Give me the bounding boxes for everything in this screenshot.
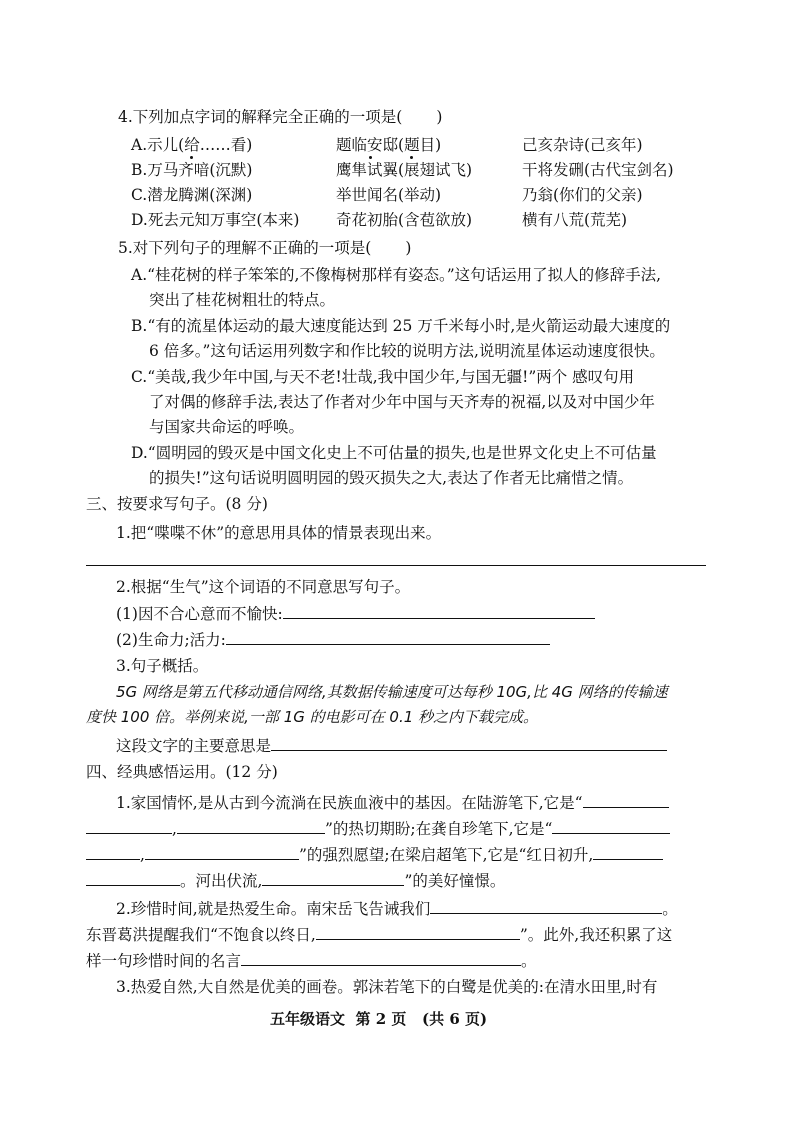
footer-page-number: 第 2 页 [355,1010,407,1028]
q5-stem: 5.对下列句子的理解不正确的一项是( ) [118,239,412,257]
s3-q3-prompt: 3.句子概括。 [116,657,209,675]
q4-option-a-col3: 己亥杂诗(己亥年) [522,136,643,154]
s4-p1-line3: , ”的强烈愿望;在梁启超笔下,它是“红日初升, [86,844,663,865]
s4-p1-blank-1a[interactable] [583,792,669,808]
q4-option-c-col2: 举世闻名(举动) [336,186,442,204]
q4-option-a-col1: A.示儿(给……看) [131,136,253,154]
q5-option-c-line1: C.“美哉,我少年中国,与天不老!壮哉,我中国少年,与国无疆!”两个 感叹句用 [131,368,635,386]
q4-option-c-col3: 乃翁(你们的父亲) [522,186,643,204]
page-footer [270,1009,487,1029]
q4-option-c-col1: C.潜龙腾渊(深渊) [131,186,253,204]
q4-option-b-col3: 干将发硎(古代宝剑名) [522,161,674,179]
section-3-title: 三、按要求写句子。(8 分) [86,495,268,513]
s4-p1-line2: , ”的热切期盼;在龚自珍笔下,它是“ [86,818,670,839]
s4-p2-line3: 样一句珍惜时间的名言 。 [86,952,537,970]
s4-p1-blank-2[interactable] [177,818,325,834]
footer-total-pages: (共 6 页) [422,1010,488,1028]
q5-option-a-line1: A.“桂花树的样子笨笨的,不像梅树那样有姿态。”这句话运用了拟人的修辞手法, [131,266,662,284]
s4-p2-blank-2[interactable] [316,924,520,940]
s3-q2b-row: (2)生命力;活力: [116,629,550,650]
q4-option-b-col2: 鹰隼试翼(展翅试飞) [336,161,473,179]
s3-q3-passage-line2: 度快 100 倍。举例来说,一部 1G 的电影可在 0.1 秒之内下载完成。 [86,708,539,726]
s3-q2a-row: (1)因不合心意而不愉快: [116,603,595,624]
s3-q2b-answer-line[interactable] [226,629,550,645]
s3-q3-passage-line1: 5G 网络是第五代移动通信网络,其数据传输速度可达每秒 10G,比 4G 网络的传输速 [116,683,668,701]
q4-option-d-col2: 奇花初胎(含苞欲放) [336,211,473,229]
s4-p2-blank-3[interactable] [241,950,521,966]
q5-option-d-line2: 的损失!”这句话说明圆明园的毁灭损失之大,表达了作者无比痛惜之情。 [149,469,634,487]
s4-p1-blank-4[interactable] [145,844,299,860]
s4-p1-blank-5a[interactable] [593,844,663,860]
s3-q2-prompt: 2.根据“生气”这个词语的不同意思写句子。 [116,578,411,596]
q5-option-b-line2: 6 倍多。”这句话运用列数字和作比较的说明方法,说明流星体运动速度很快。 [149,342,665,360]
s4-p1-line4: 。河出伏流, ”的美好憧憬。 [86,870,505,891]
s3-q2a-answer-line[interactable] [283,603,595,619]
s4-p1-blank-6[interactable] [262,870,404,886]
q4-option-a-col2: 题临安邸(题目) [336,136,442,154]
q4-stem: 4.下列加点字词的解释完全正确的一项是( ) [118,108,443,126]
q5-option-c-line2: 了对偶的修辞手法,表达了作者对少年中国与天齐寿的祝福,以及对中国少年 [149,393,655,411]
s3-q3a-row: 这段文字的主要意思是 [116,735,667,756]
q4-option-d-col1: D.死去元知万事空(本来) [131,211,300,229]
s4-p2-blank-1[interactable] [430,898,662,914]
q4-option-d-col3: 横有八荒(荒芜) [522,211,628,229]
q4-option-b-col1: B.万马齐喑(沉默) [131,161,253,179]
s3-q1-prompt: 1.把“喋喋不休”的意思用具体的情景表现出来。 [116,524,442,542]
s4-p1-blank-5b[interactable] [86,870,180,886]
q5-option-d-line1: D.“圆明园的毁灭是中国文化史上不可估量的损失,也是世界文化史上不可估量 [131,444,657,462]
s3-q1-answer-line[interactable] [86,565,706,566]
section-4-title: 四、经典感悟运用。(12 分) [86,763,278,781]
s4-p1-line1: 1.家国情怀,是从古到今流淌在民族血液中的基因。在陆游笔下,它是“ [116,792,669,813]
s4-p2-line2: 东晋葛洪提醒我们“不饱食以终日, ”。此外,我还积累了这 [86,926,673,944]
s4-p2-line1: 2.珍惜时间,就是热爱生命。南宋岳飞告诫我们 。 [116,900,678,918]
s4-p1-blank-3b[interactable] [86,844,140,860]
q5-option-a-line2: 突出了桂花树粗壮的特点。 [149,291,336,309]
footer-subject: 五年级语文 [270,1010,346,1028]
s4-p1-blank-3a[interactable] [552,818,670,834]
s4-p3-line1: 3.热爱自然,大自然是优美的画卷。郭沫若笔下的白鹭是优美的:在清水田里,时有 [116,978,658,996]
s4-p1-blank-1b[interactable] [86,818,172,834]
q5-option-c-line3: 与国家共命运的呼唤。 [149,418,305,436]
s3-q3-answer-line[interactable] [271,735,667,751]
q5-option-b-line1: B.“有的流星体运动的最大速度能达到 25 万千米每小时,是火箭运动最大速度的 [131,317,671,335]
